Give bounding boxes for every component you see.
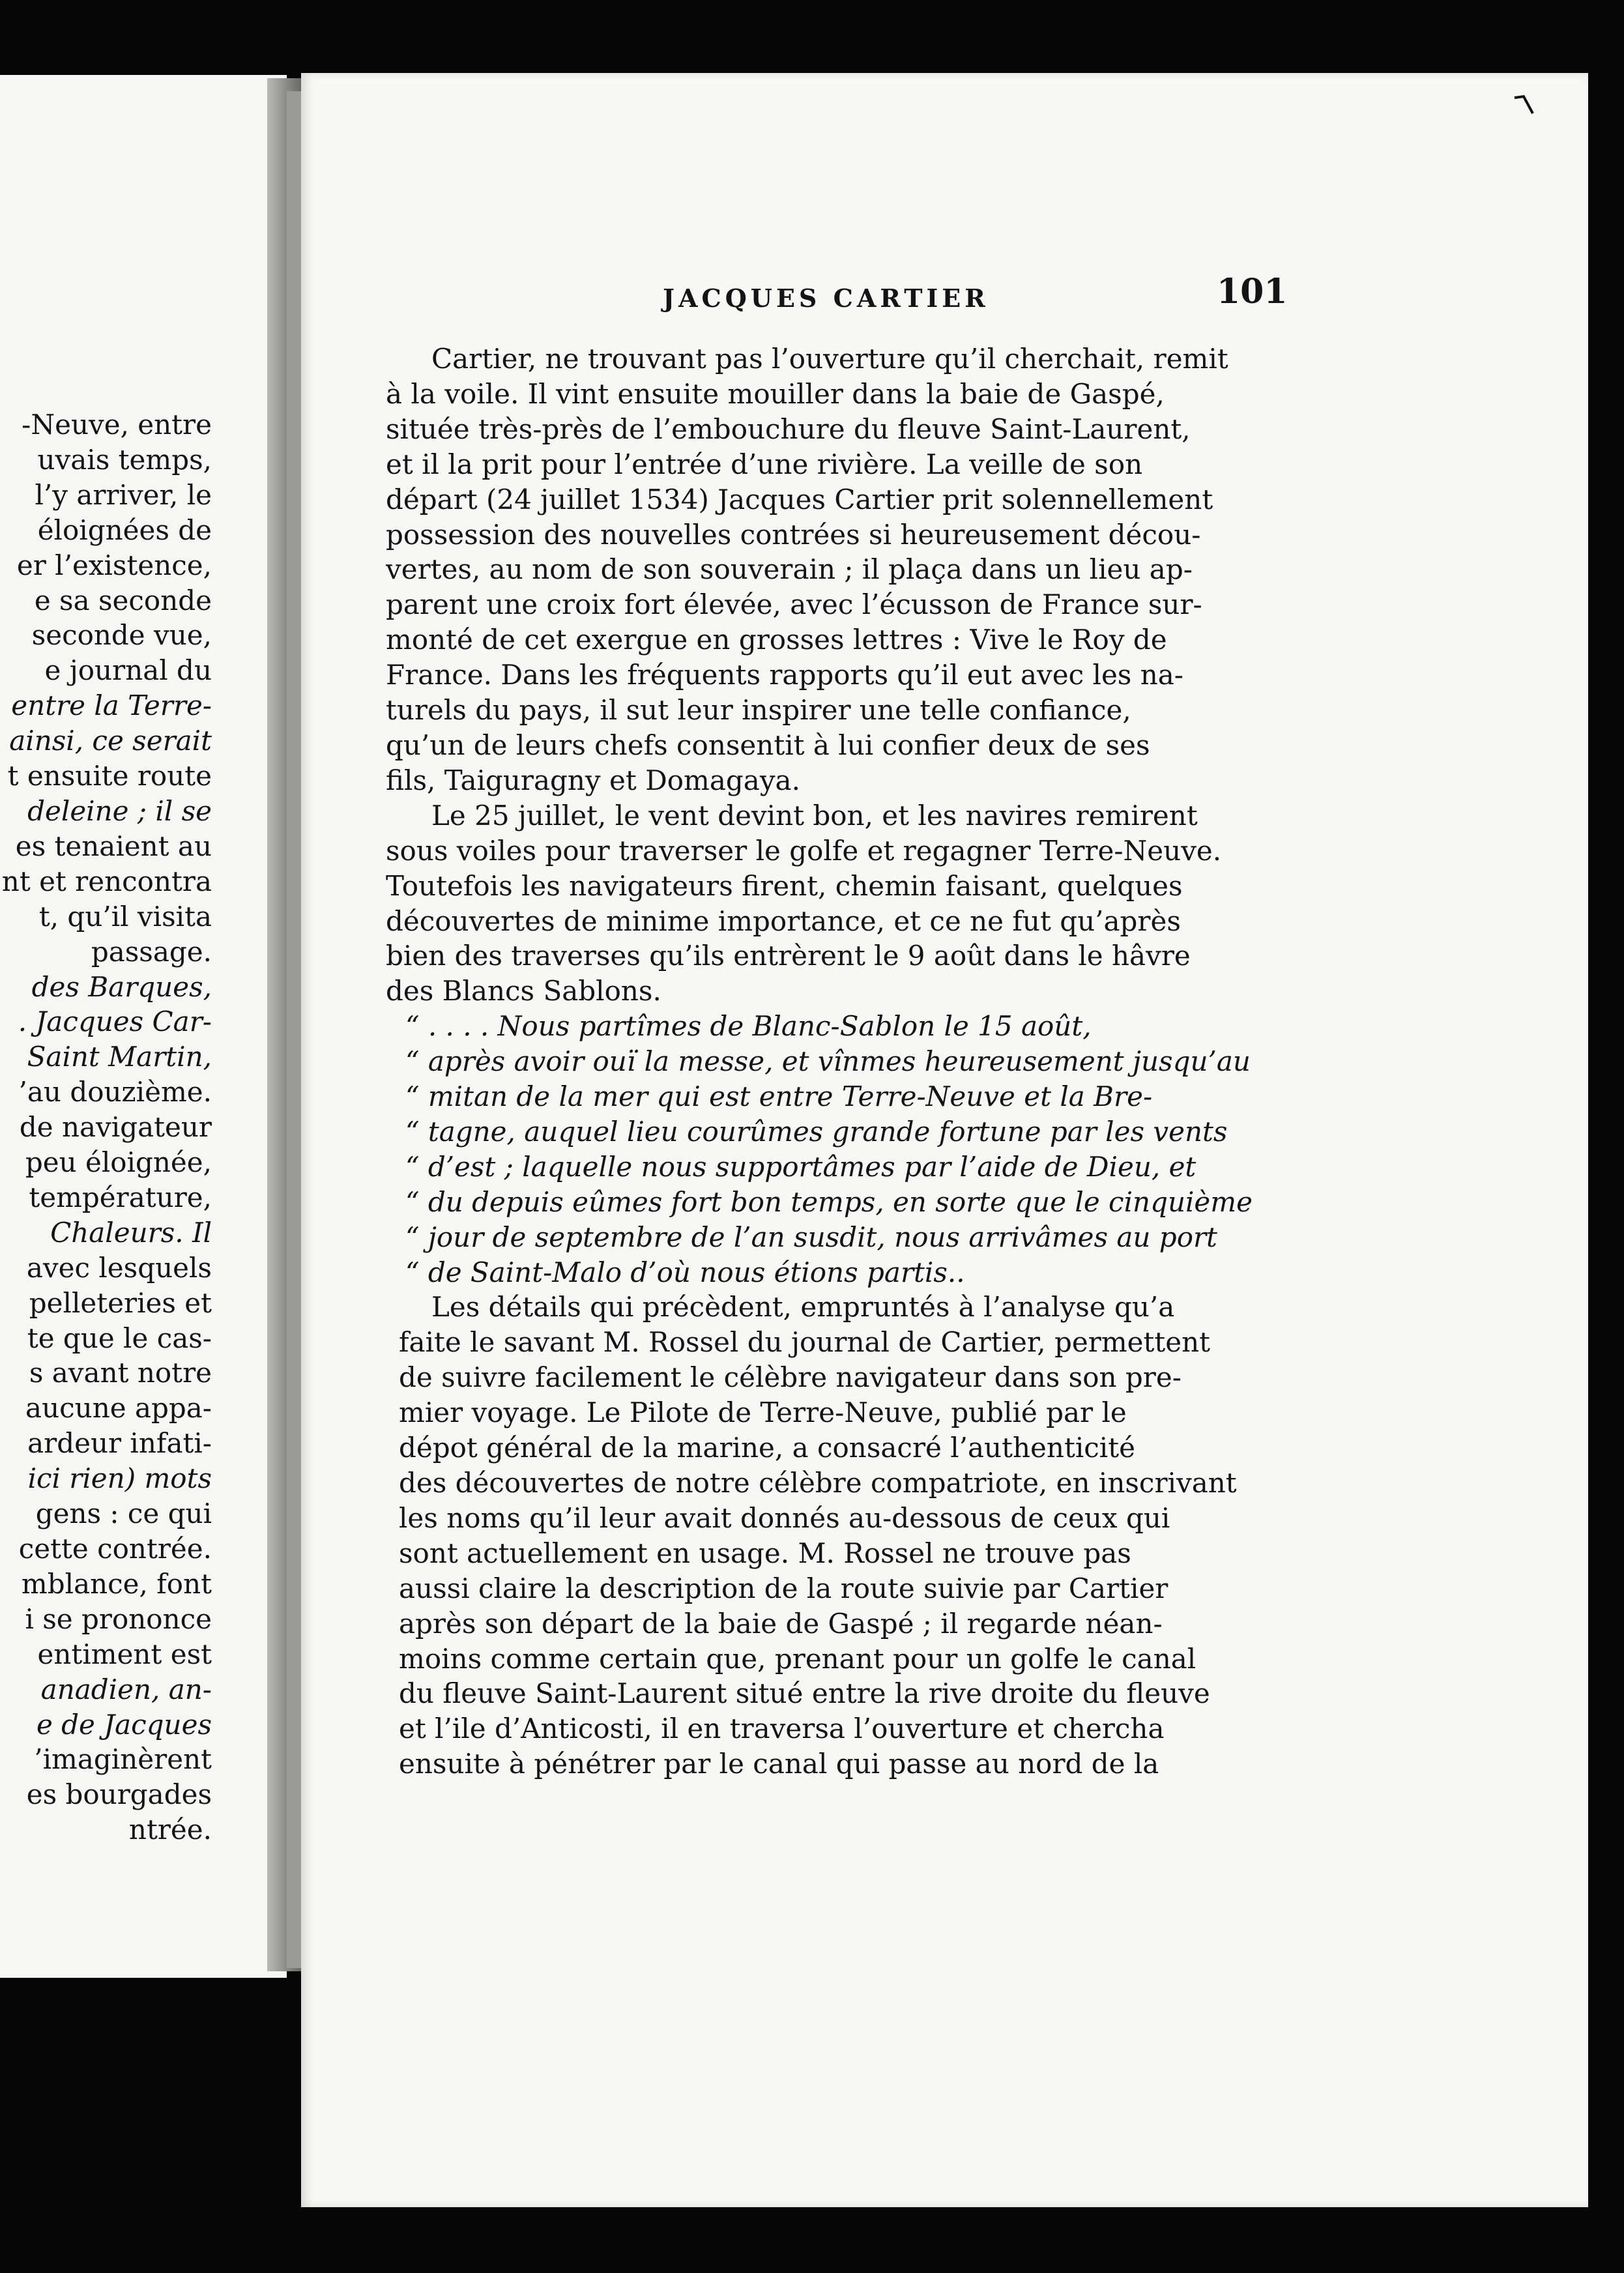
quotation-line: “ d’est ; laquelle nous supportâmes par l’aide de Dieu, et bbox=[405, 1150, 1196, 1183]
body-line: départ (24 juillet 1534) Jacques Cartier prit solennellement bbox=[386, 483, 1213, 515]
body-line: mier voyage. Le Pilote de Terre-Neuve, publié par le bbox=[399, 1397, 1127, 1429]
left-page-line: entre la Terre- bbox=[11, 689, 212, 722]
left-page-line: de navigateur bbox=[19, 1111, 212, 1144]
left-page-line: ’au douzième. bbox=[18, 1076, 212, 1108]
body-line: fils, Taiguragny et Domagaya. bbox=[386, 764, 800, 796]
body-line: aussi claire la description de la route suivie par Cartier bbox=[399, 1572, 1168, 1604]
body-line: à la voile. Il vint ensuite mouiller dans la baie de Gaspé, bbox=[386, 377, 1165, 410]
body-line: sont actuellement en usage. M. Rossel ne trouve pas bbox=[399, 1537, 1131, 1569]
left-page-line: t, qu’il visita bbox=[38, 900, 212, 933]
body-line: dépot général de la marine, a consacré l’authenticité bbox=[399, 1432, 1135, 1464]
left-page-line: entiment est bbox=[37, 1638, 212, 1670]
left-page-line: seconde vue, bbox=[31, 619, 212, 652]
left-page-line: ntrée. bbox=[128, 1814, 212, 1846]
body-line: sous voiles pour traverser le golfe et regagner Terre-Neuve. bbox=[386, 834, 1222, 867]
left-facing-page bbox=[0, 75, 287, 1978]
body-line: après son départ de la baie de Gaspé ; il regarde néan- bbox=[399, 1607, 1163, 1640]
left-page-line: anadien, an- bbox=[40, 1673, 212, 1705]
body-text bbox=[386, 341, 1604, 1782]
left-page-line: Saint Martin, bbox=[27, 1041, 212, 1073]
quotation-line: “ après avoir ouï la messe, et vînmes heureusement jusqu’au bbox=[405, 1045, 1251, 1078]
body-line: les noms qu’il leur avait donnés au-dessous de ceux qui bbox=[399, 1501, 1170, 1534]
left-page-line: . Jacques Car- bbox=[18, 1006, 212, 1038]
left-page-line: s avant notre bbox=[29, 1357, 212, 1389]
left-page-line: er l’existence, bbox=[16, 549, 212, 581]
corner-mark-icon bbox=[1512, 94, 1535, 117]
body-line: Toutefois les navigateurs firent, chemin faisant, quelques bbox=[386, 869, 1183, 902]
left-page-line: passage. bbox=[91, 935, 212, 968]
quotation-line: “ mitan de la mer qui est entre Terre-Neuve et la Bre- bbox=[405, 1080, 1153, 1113]
body-line: ensuite à pénétrer par le canal qui passe au nord de la bbox=[399, 1748, 1159, 1780]
body-line: qu’un de leurs chefs consentit à lui confier deux de ses bbox=[386, 729, 1150, 761]
quotation-line: “ . . . . Nous partîmes de Blanc-Sablon le 15 août, bbox=[405, 1010, 1092, 1043]
left-page-line: -Neuve, entre bbox=[22, 409, 212, 441]
page-header bbox=[301, 270, 1588, 316]
left-page-line: ici rien) mots bbox=[27, 1462, 212, 1495]
left-page-line: peu éloignée, bbox=[25, 1146, 212, 1179]
left-page-line: es tenaient au bbox=[15, 830, 212, 862]
left-page-line: e sa seconde bbox=[34, 584, 212, 616]
body-line: faite le savant M. Rossel du journal de Cartier, permettent bbox=[399, 1326, 1211, 1359]
left-page-text-column bbox=[0, 407, 212, 1847]
body-line: des Blancs Sablons. bbox=[386, 975, 661, 1007]
body-line: bien des traverses qu’ils entrèrent le 9 août dans le hâvre bbox=[386, 940, 1191, 972]
body-line: située très-près de l’embouchure du fleuve Saint-Laurent, bbox=[386, 413, 1191, 445]
left-page-line: e journal du bbox=[44, 654, 212, 687]
left-page-line: ainsi, ce serait bbox=[9, 725, 212, 757]
left-page-line: avec lesquels bbox=[26, 1251, 212, 1284]
left-page-line: es bourgades bbox=[26, 1778, 212, 1811]
left-page-line: aucune appa- bbox=[25, 1392, 212, 1425]
body-line: moins comme certain que, prenant pour un golfe le canal bbox=[399, 1642, 1196, 1675]
body-line: monté de cet exergue en grosses lettres : Vive le Roy de bbox=[386, 624, 1167, 656]
body-line: Le 25 juillet, le vent devint bon, et les navires remirent bbox=[431, 799, 1198, 832]
body-line: découvertes de minime importance, et ce ne fut qu’après bbox=[386, 905, 1181, 937]
body-line: vertes, au nom de son souverain ; il plaça dans un lieu ap- bbox=[386, 553, 1193, 586]
quotation-line: “ tagne, auquel lieu courûmes grande fortune par les vents bbox=[405, 1115, 1228, 1148]
left-page-line: uvais temps, bbox=[37, 443, 212, 476]
body-line: Cartier, ne trouvant pas l’ouverture qu’il cherchait, remit bbox=[431, 343, 1228, 375]
body-line: France. Dans les fréquents rapports qu’il eut avec les na- bbox=[386, 659, 1183, 691]
body-line: de suivre facilement le célèbre navigateur dans son pre- bbox=[399, 1361, 1182, 1394]
body-line: Les détails qui précèdent, empruntés à l’analyse qu’a bbox=[431, 1291, 1175, 1324]
body-line: et il la prit pour l’entrée d’une rivière. La veille de son bbox=[386, 448, 1143, 480]
left-page-line: l’y arriver, le bbox=[35, 478, 212, 511]
left-page-line: Chaleurs. Il bbox=[50, 1216, 212, 1249]
left-page-line: deleine ; il se bbox=[27, 794, 212, 827]
running-title: JACQUES CARTIER bbox=[663, 283, 989, 313]
left-page-line: nt et rencontra bbox=[1, 865, 212, 897]
left-page-line: ’imaginèrent bbox=[34, 1743, 212, 1776]
right-page bbox=[301, 73, 1588, 2207]
body-line: turels du pays, il sut leur inspirer une telle confiance, bbox=[386, 694, 1131, 727]
body-line: du fleuve Saint-Laurent situé entre la rive droite du fleuve bbox=[399, 1677, 1210, 1710]
left-page-line: cette contrée. bbox=[18, 1533, 212, 1565]
body-line: et l’ile d’Anticosti, il en traversa l’ouverture et chercha bbox=[399, 1713, 1165, 1745]
body-line: possession des nouvelles contrées si heureusement décou- bbox=[386, 518, 1201, 551]
left-page-line: te que le cas- bbox=[27, 1322, 212, 1354]
left-page-line: e de Jacques bbox=[36, 1708, 212, 1741]
quotation-line: “ jour de septembre de l’an susdit, nous arrivâmes au port bbox=[405, 1221, 1217, 1253]
page-number: 101 bbox=[1217, 272, 1288, 311]
quotation-line: “ de Saint-Malo d’où nous étions partis.. bbox=[405, 1256, 965, 1288]
left-page-line: gens : ce qui bbox=[35, 1498, 212, 1530]
body-line: des découvertes de notre célèbre compatriote, en inscrivant bbox=[399, 1467, 1237, 1499]
left-page-line: mblance, font bbox=[21, 1567, 212, 1600]
body-line: parent une croix fort élevée, avec l’écusson de France sur- bbox=[386, 588, 1202, 621]
left-page-line: t ensuite route bbox=[7, 760, 212, 792]
left-page-line: ardeur infati- bbox=[27, 1427, 212, 1460]
left-page-line: des Barques, bbox=[31, 970, 212, 1003]
quotation-line: “ du depuis eûmes fort bon temps, en sorte que le cinquième bbox=[405, 1185, 1253, 1218]
left-page-line: température, bbox=[29, 1181, 212, 1213]
left-page-line: pelleteries et bbox=[29, 1286, 212, 1319]
left-page-line: i se prononce bbox=[25, 1602, 212, 1635]
left-page-line: éloignées de bbox=[37, 514, 212, 546]
